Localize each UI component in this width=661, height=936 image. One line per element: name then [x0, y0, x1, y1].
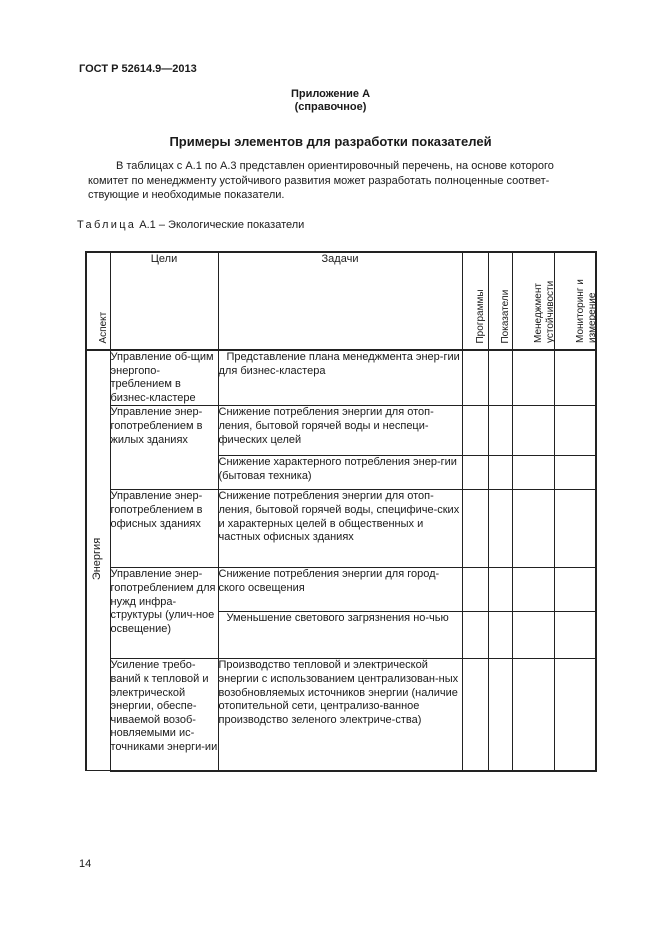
aspect-value: Энергия [91, 537, 104, 581]
management-cell [512, 568, 554, 612]
management-cell [512, 350, 554, 406]
table-row [86, 568, 596, 612]
header-management-line2: устойчивости [544, 280, 556, 343]
programs-cell [462, 350, 488, 406]
header-monitoring-line2: измерение [586, 292, 598, 343]
table-caption-rest: А.1 – Экологические показатели [136, 219, 305, 231]
monitoring-cell [554, 456, 596, 490]
programs-cell [462, 612, 488, 659]
monitoring-cell [554, 406, 596, 456]
task-cell: Производство тепловой и электрической энергии с использованием централизован-ных возобновляемых источников энергии (наличие отопительной сети, централизо-ванное производство зеленого электриче-ства) [218, 659, 462, 771]
annex-subtitle: (справочное) [294, 101, 367, 113]
programs-cell [462, 456, 488, 490]
environmental-indicators-table [85, 251, 597, 772]
management-cell [512, 406, 554, 456]
monitoring-cell [554, 568, 596, 612]
task-cell: Снижение потребления энергии для город-ского освещения [218, 568, 462, 612]
header-monitoring-line1: Мониторинг и [574, 279, 586, 343]
table-row [86, 490, 596, 568]
table-row [86, 406, 596, 456]
header-programs-label: Программы [475, 288, 486, 343]
header-indicators [488, 252, 512, 350]
header-tasks [218, 252, 462, 350]
table-caption [77, 219, 304, 231]
indicators-cell [488, 456, 512, 490]
programs-cell [462, 568, 488, 612]
intro-paragraph [88, 159, 568, 203]
indicators-cell [488, 659, 512, 771]
header-management-label [533, 281, 556, 343]
table-row [86, 659, 596, 771]
monitoring-cell [554, 612, 596, 659]
task-cell: Представление плана менеджмента энер-гии для бизнес-кластера [218, 350, 462, 406]
header-monitoring [554, 252, 596, 350]
header-aspect-label: Аспект [98, 311, 110, 343]
header-tasks-label: Задачи [321, 253, 359, 265]
annex-title: Приложение А [290, 88, 371, 100]
indicators-cell [488, 612, 512, 659]
management-cell [512, 659, 554, 771]
aspect-cell [86, 350, 110, 771]
table-header-row [86, 252, 596, 350]
page-number: 14 [79, 858, 92, 870]
header-monitoring-label [575, 279, 598, 343]
monitoring-cell [554, 659, 596, 771]
task-cell: Снижение потребления энергии для отоп-ления, бытовой горячей воды, специфиче-ских и характерных целей в общественных и частных офисных зданиях [218, 490, 462, 568]
header-goals-label: Цели [150, 253, 178, 265]
management-cell [512, 456, 554, 490]
programs-cell [462, 490, 488, 568]
header-programs [462, 252, 488, 350]
management-cell [512, 612, 554, 659]
goal-cell: Управление об-щим энергопо-треблением в бизнес-кластере [110, 350, 218, 406]
header-aspect [86, 252, 110, 350]
programs-cell [462, 406, 488, 456]
document-code: ГОСТ Р 52614.9—2013 [79, 63, 197, 75]
goal-cell: Усиление требо-ваний к тепловой и электрической энергии, обеспе-чиваемой возоб-новляемыми ис-точниками энерги-ии [110, 659, 218, 771]
task-cell: Уменьшение светового загрязнения но-чью [218, 612, 462, 659]
header-management-line1: Менеджмент [533, 283, 544, 343]
task-cell: Снижение потребления энергии для отоп-ления, бытовой горячей воды и неспеци-фических целей [218, 406, 462, 456]
indicators-cell [488, 350, 512, 406]
monitoring-cell [554, 490, 596, 568]
goal-cell: Управление энер-гопотреблением в жилых зданиях [110, 406, 218, 490]
table-row [86, 350, 596, 406]
annex-heading [0, 88, 661, 114]
task-cell: Снижение характерного потребления энер-гии (бытовая техника) [218, 456, 462, 490]
monitoring-cell [554, 350, 596, 406]
indicators-cell [488, 406, 512, 456]
indicators-cell [488, 490, 512, 568]
intro-text: В таблицах с А.1 по А.3 представлен ориентировочный перечень, на основе которого комитет по менеджменту устойчивого развития может разработать полноценные соответ-ствующие и необходимые показатели. [88, 160, 554, 201]
indicators-cell [488, 568, 512, 612]
programs-cell [462, 659, 488, 771]
management-cell [512, 490, 554, 568]
section-title: Примеры элементов для разработки показателей [169, 134, 492, 149]
goal-cell: Управление энер-гопотреблением для нужд инфра-структуры (улич-ное освещение) [110, 568, 218, 659]
table-caption-prefix: Таблица [77, 219, 137, 231]
header-indicators-label: Показатели [500, 289, 511, 343]
header-goals [110, 252, 218, 350]
header-management [512, 252, 554, 350]
goal-cell: Управление энер-гопотреблением в офисных зданиях [110, 490, 218, 568]
